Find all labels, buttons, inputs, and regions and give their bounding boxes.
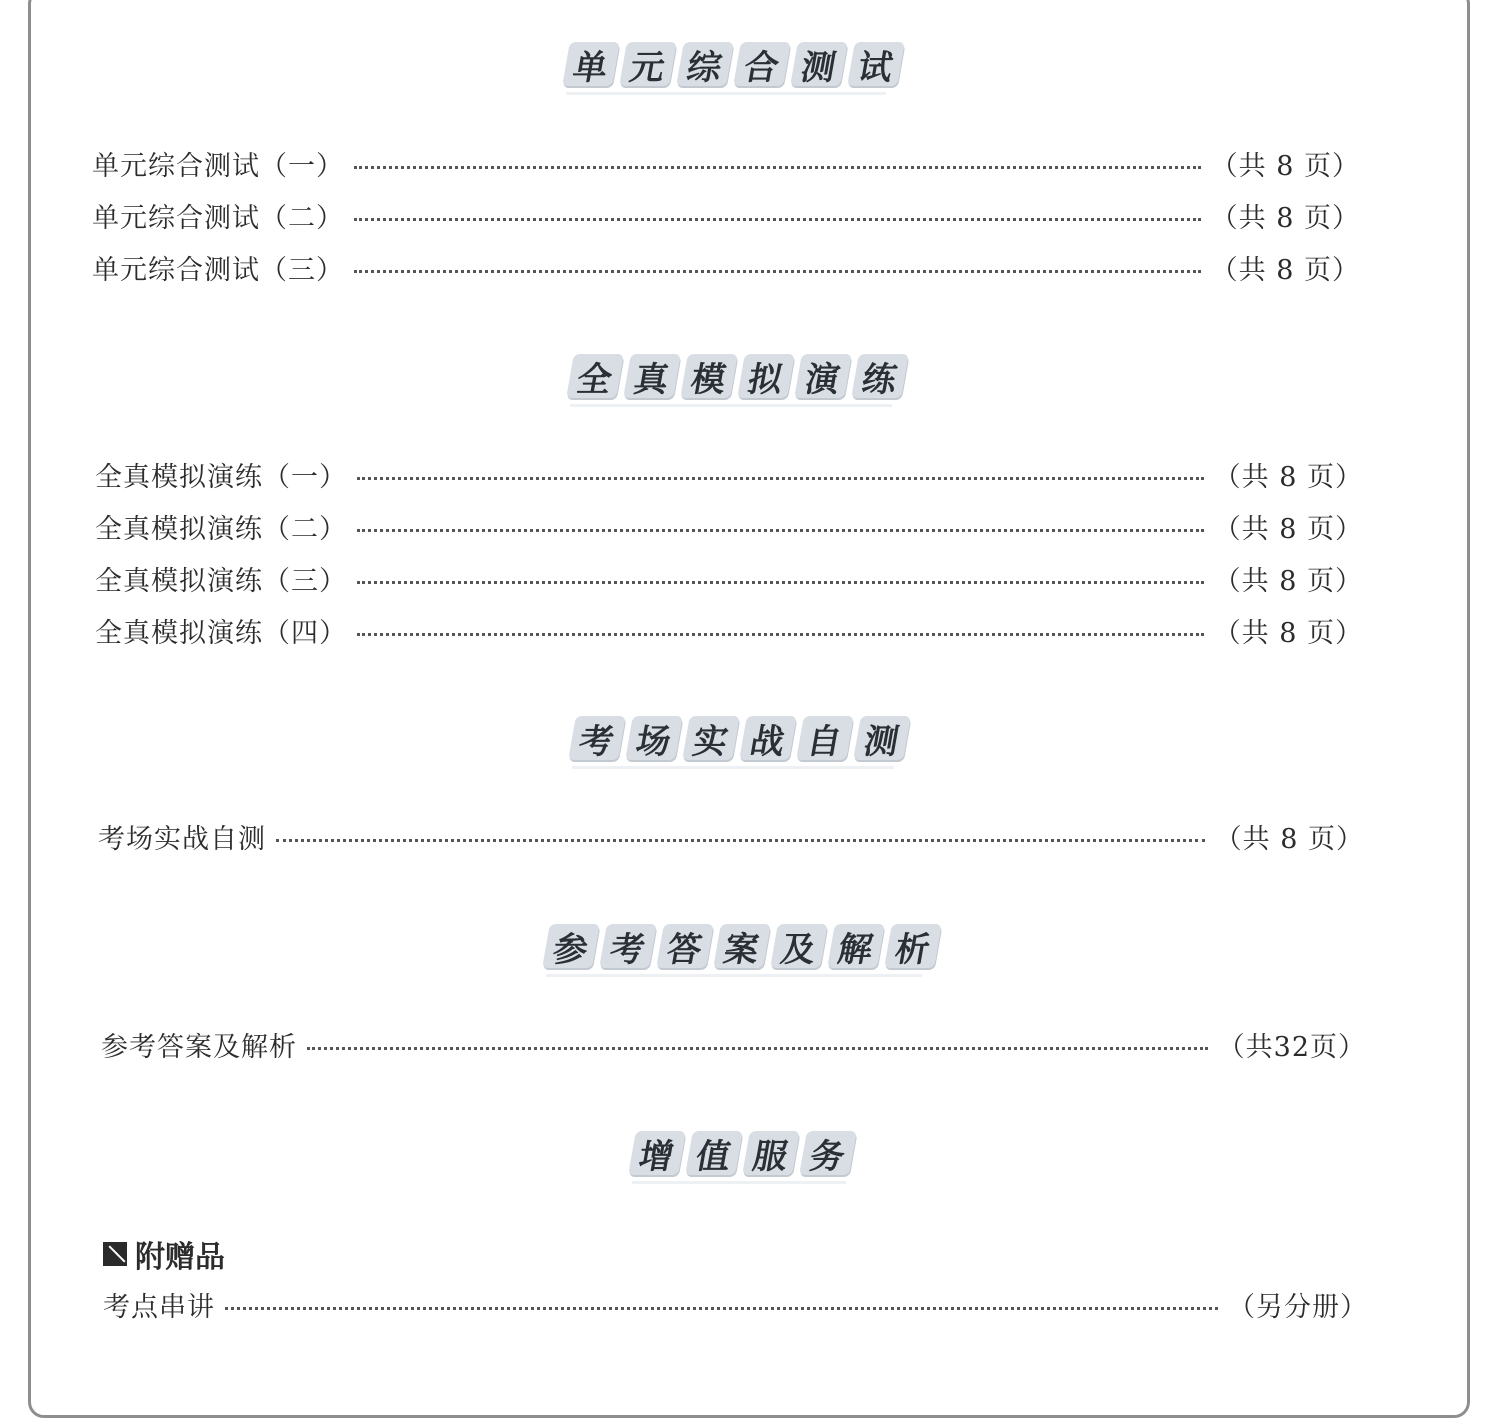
section-title-simulation-drills [570, 354, 905, 398]
title-char: 参 [542, 924, 600, 968]
leader-dots [354, 218, 1201, 221]
leader-dots [354, 166, 1201, 169]
section-title-value-added [632, 1131, 853, 1175]
toc-pages: （共 8 页） [1213, 566, 1363, 597]
gift-heading-label: 附赠品 [135, 1240, 225, 1275]
leader-dots [276, 839, 1205, 842]
title-char: 服 [742, 1131, 800, 1175]
toc-label: 考点串讲 [103, 1292, 215, 1323]
leader-dots [307, 1047, 1208, 1050]
toc-label: 全真模拟演练（四） [95, 618, 347, 649]
checked-box-icon [103, 1242, 127, 1266]
toc-row [92, 144, 1360, 180]
title-underline [572, 766, 894, 769]
toc-label: 考场实战自测 [98, 824, 266, 855]
toc-label: 全真模拟演练（二） [95, 514, 347, 545]
leader-dots [354, 270, 1201, 273]
toc-row [98, 817, 1364, 853]
toc-pages: （共 8 页） [1213, 462, 1363, 493]
toc-label: 单元综合测试（一） [92, 151, 344, 182]
section-title-answers [546, 924, 938, 968]
title-char: 单 [562, 42, 620, 86]
toc-row [92, 196, 1360, 232]
toc-row [95, 611, 1363, 647]
toc-label: 全真模拟演练（一） [95, 462, 347, 493]
title-underline [566, 92, 886, 95]
toc-pages: （共 8 页） [1213, 618, 1363, 649]
title-char: 增 [628, 1131, 686, 1175]
toc-pages: （另分册） [1228, 1292, 1368, 1323]
toc-row [95, 507, 1363, 543]
title-char: 考 [599, 924, 657, 968]
title-char: 全 [566, 354, 624, 398]
title-char: 练 [851, 354, 909, 398]
title-char: 演 [794, 354, 852, 398]
leader-dots [225, 1307, 1218, 1310]
title-char: 实 [682, 716, 740, 760]
toc-pages: （共 8 页） [1210, 255, 1360, 286]
section-title-exam-self-test [572, 716, 907, 760]
toc-row [103, 1285, 1368, 1321]
title-char: 测 [853, 716, 911, 760]
toc-pages: （共 8 页） [1210, 151, 1360, 182]
title-char: 综 [676, 42, 734, 86]
leader-dots [357, 477, 1204, 480]
leader-dots [357, 581, 1204, 584]
title-char: 答 [656, 924, 714, 968]
title-underline [570, 404, 892, 407]
title-char: 案 [713, 924, 771, 968]
toc-pages: （共32页） [1217, 1032, 1366, 1063]
title-char: 真 [623, 354, 681, 398]
title-char: 解 [827, 924, 885, 968]
toc-row [101, 1025, 1366, 1061]
title-underline [632, 1181, 846, 1184]
title-char: 测 [790, 42, 848, 86]
title-char: 合 [733, 42, 791, 86]
section-title-unit-tests [566, 42, 901, 86]
title-char: 模 [680, 354, 738, 398]
title-char: 值 [685, 1131, 743, 1175]
toc-row [92, 248, 1360, 284]
title-char: 析 [884, 924, 942, 968]
title-char: 试 [847, 42, 905, 86]
title-char: 战 [739, 716, 797, 760]
toc-pages: （共 8 页） [1210, 203, 1360, 234]
title-char: 考 [568, 716, 626, 760]
title-underline [546, 974, 922, 977]
title-char: 场 [625, 716, 683, 760]
leader-dots [357, 529, 1204, 532]
gift-heading [103, 1232, 225, 1276]
toc-row [95, 559, 1363, 595]
title-char: 拟 [737, 354, 795, 398]
title-char: 自 [796, 716, 854, 760]
toc-row [95, 455, 1363, 491]
title-char: 元 [619, 42, 677, 86]
title-char: 务 [799, 1131, 857, 1175]
toc-label: 参考答案及解析 [101, 1032, 297, 1063]
toc-pages: （共 8 页） [1213, 514, 1363, 545]
toc-label: 单元综合测试（三） [92, 255, 344, 286]
leader-dots [357, 633, 1204, 636]
toc-label: 单元综合测试（二） [92, 203, 344, 234]
toc-pages: （共 8 页） [1214, 824, 1364, 855]
toc-label: 全真模拟演练（三） [95, 566, 347, 597]
title-char: 及 [770, 924, 828, 968]
